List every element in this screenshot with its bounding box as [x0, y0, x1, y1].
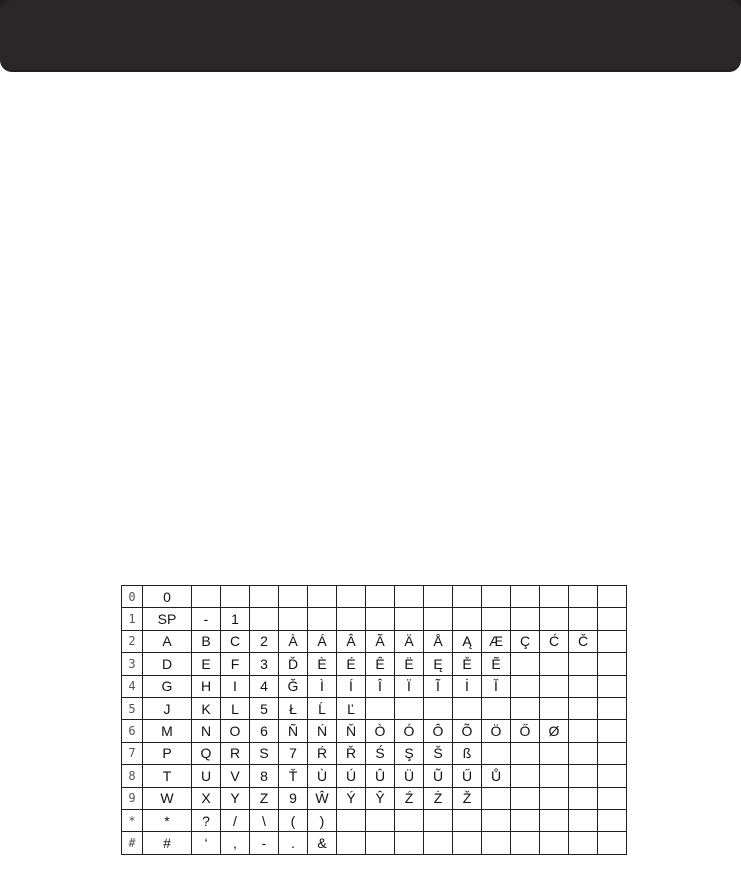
row-key: *	[122, 809, 143, 831]
char-cell: Ę	[424, 653, 453, 675]
table-row	[122, 809, 627, 831]
char-cell	[337, 832, 366, 854]
char-cell	[482, 697, 511, 719]
char-cell: ‘	[192, 832, 221, 854]
char-cell: 3	[250, 653, 279, 675]
char-cell: Z	[250, 787, 279, 809]
table-row	[122, 720, 627, 742]
char-cell	[540, 832, 569, 854]
char-cell: W	[143, 787, 192, 809]
char-cell: \	[250, 809, 279, 831]
char-cell	[511, 809, 540, 831]
char-cell: T	[143, 765, 192, 787]
char-cell: A	[143, 630, 192, 652]
char-cell: Ä	[395, 630, 424, 652]
char-cell	[395, 809, 424, 831]
char-cell: R	[221, 742, 250, 764]
char-cell	[569, 742, 598, 764]
char-cell	[569, 653, 598, 675]
char-cell: ?	[192, 809, 221, 831]
char-cell: Ó	[395, 720, 424, 742]
char-cell: Ś	[366, 742, 395, 764]
char-cell: E	[192, 653, 221, 675]
char-cell: /	[221, 809, 250, 831]
char-cell: Ř	[337, 742, 366, 764]
char-cell: À	[279, 630, 308, 652]
char-cell	[395, 608, 424, 630]
char-cell: -	[192, 608, 221, 630]
char-cell	[598, 653, 627, 675]
char-cell: ,	[221, 832, 250, 854]
char-cell: 6	[250, 720, 279, 742]
char-cell	[453, 809, 482, 831]
char-cell: Ì	[308, 675, 337, 697]
char-cell: Û	[366, 765, 395, 787]
char-cell	[453, 608, 482, 630]
row-key: 3	[122, 653, 143, 675]
char-cell: Ŕ	[308, 742, 337, 764]
char-cell: B	[192, 630, 221, 652]
row-key: 0	[122, 586, 143, 608]
char-cell	[424, 608, 453, 630]
char-cell: Ö	[482, 720, 511, 742]
char-cell: Q	[192, 742, 221, 764]
char-cell	[598, 787, 627, 809]
row-key: 9	[122, 787, 143, 809]
char-cell	[453, 697, 482, 719]
char-cell: Ź	[395, 787, 424, 809]
char-cell	[511, 742, 540, 764]
char-cell: 5	[250, 697, 279, 719]
table-row	[122, 787, 627, 809]
row-key: 4	[122, 675, 143, 697]
char-cell	[598, 697, 627, 719]
char-cell: Ĩ	[424, 675, 453, 697]
char-cell: Ý	[337, 787, 366, 809]
char-cell: .	[279, 832, 308, 854]
table-row	[122, 832, 627, 854]
table-row	[122, 697, 627, 719]
char-cell	[250, 586, 279, 608]
character-table	[121, 585, 627, 855]
char-cell	[366, 586, 395, 608]
char-cell	[511, 653, 540, 675]
char-cell: ß	[453, 742, 482, 764]
char-cell	[598, 765, 627, 787]
char-cell: Ñ	[279, 720, 308, 742]
char-cell: Ć	[540, 630, 569, 652]
char-cell: )	[308, 809, 337, 831]
char-cell	[221, 586, 250, 608]
char-cell: 4	[250, 675, 279, 697]
char-cell	[279, 586, 308, 608]
char-cell	[540, 765, 569, 787]
char-cell: Ù	[308, 765, 337, 787]
char-cell	[598, 586, 627, 608]
char-cell	[540, 586, 569, 608]
header-bar	[0, 0, 741, 72]
char-cell: Ê	[366, 653, 395, 675]
table-row	[122, 586, 627, 608]
char-cell: L	[221, 697, 250, 719]
char-cell	[366, 809, 395, 831]
char-cell	[482, 586, 511, 608]
char-cell: É	[337, 653, 366, 675]
char-cell	[337, 809, 366, 831]
char-cell	[453, 832, 482, 854]
char-cell	[569, 608, 598, 630]
char-cell	[337, 586, 366, 608]
char-cell: G	[143, 675, 192, 697]
char-cell: Š	[424, 742, 453, 764]
char-cell: 1	[221, 608, 250, 630]
char-cell: Ï	[395, 675, 424, 697]
char-cell: Č	[569, 630, 598, 652]
char-cell: Ž	[453, 787, 482, 809]
char-cell: K	[192, 697, 221, 719]
char-cell: Æ	[482, 630, 511, 652]
char-cell: 8	[250, 765, 279, 787]
table-row	[122, 765, 627, 787]
char-cell: J	[143, 697, 192, 719]
table-row	[122, 675, 627, 697]
char-cell	[569, 675, 598, 697]
char-cell: Ż	[424, 787, 453, 809]
char-cell	[540, 697, 569, 719]
char-cell: SP	[143, 608, 192, 630]
char-cell: Ł	[279, 697, 308, 719]
char-cell: Ň	[337, 720, 366, 742]
char-cell	[308, 586, 337, 608]
char-cell	[395, 832, 424, 854]
char-cell: Ũ	[424, 765, 453, 787]
char-cell	[482, 608, 511, 630]
char-cell: S	[250, 742, 279, 764]
char-cell	[308, 608, 337, 630]
char-cell: D	[143, 653, 192, 675]
char-cell	[511, 697, 540, 719]
char-cell	[569, 787, 598, 809]
char-cell: Ú	[337, 765, 366, 787]
char-cell: Ĭ	[482, 675, 511, 697]
char-cell: Å	[424, 630, 453, 652]
char-cell: Ľ	[337, 697, 366, 719]
row-key: 2	[122, 630, 143, 652]
char-cell: Y	[221, 787, 250, 809]
char-cell	[482, 809, 511, 831]
char-cell: Ů	[482, 765, 511, 787]
char-cell: P	[143, 742, 192, 764]
char-cell: Ò	[366, 720, 395, 742]
char-cell: Î	[366, 675, 395, 697]
char-cell	[540, 809, 569, 831]
char-cell	[424, 697, 453, 719]
char-cell	[424, 809, 453, 831]
char-cell: Ŷ	[366, 787, 395, 809]
char-cell: Ç	[511, 630, 540, 652]
char-cell	[569, 586, 598, 608]
table-row	[122, 630, 627, 652]
char-cell: -	[250, 832, 279, 854]
char-cell: (	[279, 809, 308, 831]
char-cell	[250, 608, 279, 630]
char-cell: F	[221, 653, 250, 675]
char-cell: Ã	[366, 630, 395, 652]
char-cell: Ŵ	[308, 787, 337, 809]
row-key: 6	[122, 720, 143, 742]
char-cell: Ẽ	[482, 653, 511, 675]
row-key: #	[122, 832, 143, 854]
char-cell	[511, 608, 540, 630]
char-cell: C	[221, 630, 250, 652]
char-cell	[511, 675, 540, 697]
char-cell	[366, 608, 395, 630]
character-table-body	[122, 586, 627, 855]
char-cell: H	[192, 675, 221, 697]
char-cell	[569, 697, 598, 719]
char-cell	[424, 586, 453, 608]
char-cell: Ő	[511, 720, 540, 742]
char-cell	[279, 608, 308, 630]
char-cell	[598, 675, 627, 697]
char-cell	[511, 765, 540, 787]
char-cell	[482, 787, 511, 809]
char-cell	[569, 832, 598, 854]
char-cell: X	[192, 787, 221, 809]
char-cell: Ô	[424, 720, 453, 742]
char-cell: Ğ	[279, 675, 308, 697]
char-cell	[598, 832, 627, 854]
char-cell	[482, 742, 511, 764]
char-cell	[598, 720, 627, 742]
char-cell: Õ	[453, 720, 482, 742]
char-cell: &	[308, 832, 337, 854]
char-cell	[511, 787, 540, 809]
char-cell: Â	[337, 630, 366, 652]
char-cell: Ş	[395, 742, 424, 764]
char-cell	[598, 742, 627, 764]
row-key: 1	[122, 608, 143, 630]
char-cell	[453, 586, 482, 608]
char-cell	[540, 787, 569, 809]
char-cell	[540, 675, 569, 697]
char-cell	[540, 608, 569, 630]
char-cell	[337, 608, 366, 630]
char-cell: I	[221, 675, 250, 697]
row-key: 8	[122, 765, 143, 787]
char-cell: Ą	[453, 630, 482, 652]
char-cell: 2	[250, 630, 279, 652]
char-cell	[192, 586, 221, 608]
char-cell: U	[192, 765, 221, 787]
char-cell	[540, 742, 569, 764]
char-cell: O	[221, 720, 250, 742]
char-cell	[395, 586, 424, 608]
char-cell	[482, 832, 511, 854]
char-cell	[540, 653, 569, 675]
row-key: 5	[122, 697, 143, 719]
char-cell: Ď	[279, 653, 308, 675]
char-cell	[366, 832, 395, 854]
char-cell: Ě	[453, 653, 482, 675]
char-cell	[366, 697, 395, 719]
char-cell: 0	[143, 586, 192, 608]
table-row	[122, 653, 627, 675]
char-cell: Ű	[453, 765, 482, 787]
char-cell	[395, 697, 424, 719]
table-row	[122, 742, 627, 764]
char-cell: Ø	[540, 720, 569, 742]
char-cell: Ë	[395, 653, 424, 675]
char-cell	[598, 809, 627, 831]
char-cell: Ĺ	[308, 697, 337, 719]
row-key: 7	[122, 742, 143, 764]
char-cell	[569, 809, 598, 831]
char-cell: Ü	[395, 765, 424, 787]
char-cell: N	[192, 720, 221, 742]
char-cell: İ	[453, 675, 482, 697]
char-cell	[511, 832, 540, 854]
char-cell: V	[221, 765, 250, 787]
char-cell: 9	[279, 787, 308, 809]
char-cell	[424, 832, 453, 854]
char-cell: Í	[337, 675, 366, 697]
char-cell	[569, 765, 598, 787]
char-cell: #	[143, 832, 192, 854]
char-cell: *	[143, 809, 192, 831]
char-cell: È	[308, 653, 337, 675]
char-cell: M	[143, 720, 192, 742]
char-cell	[598, 630, 627, 652]
char-cell	[598, 608, 627, 630]
table-row	[122, 608, 627, 630]
char-cell: Ť	[279, 765, 308, 787]
char-cell: Á	[308, 630, 337, 652]
char-cell: 7	[279, 742, 308, 764]
header-bar-inner	[0, 0, 741, 70]
char-cell: Ń	[308, 720, 337, 742]
char-cell	[569, 720, 598, 742]
char-cell	[511, 586, 540, 608]
